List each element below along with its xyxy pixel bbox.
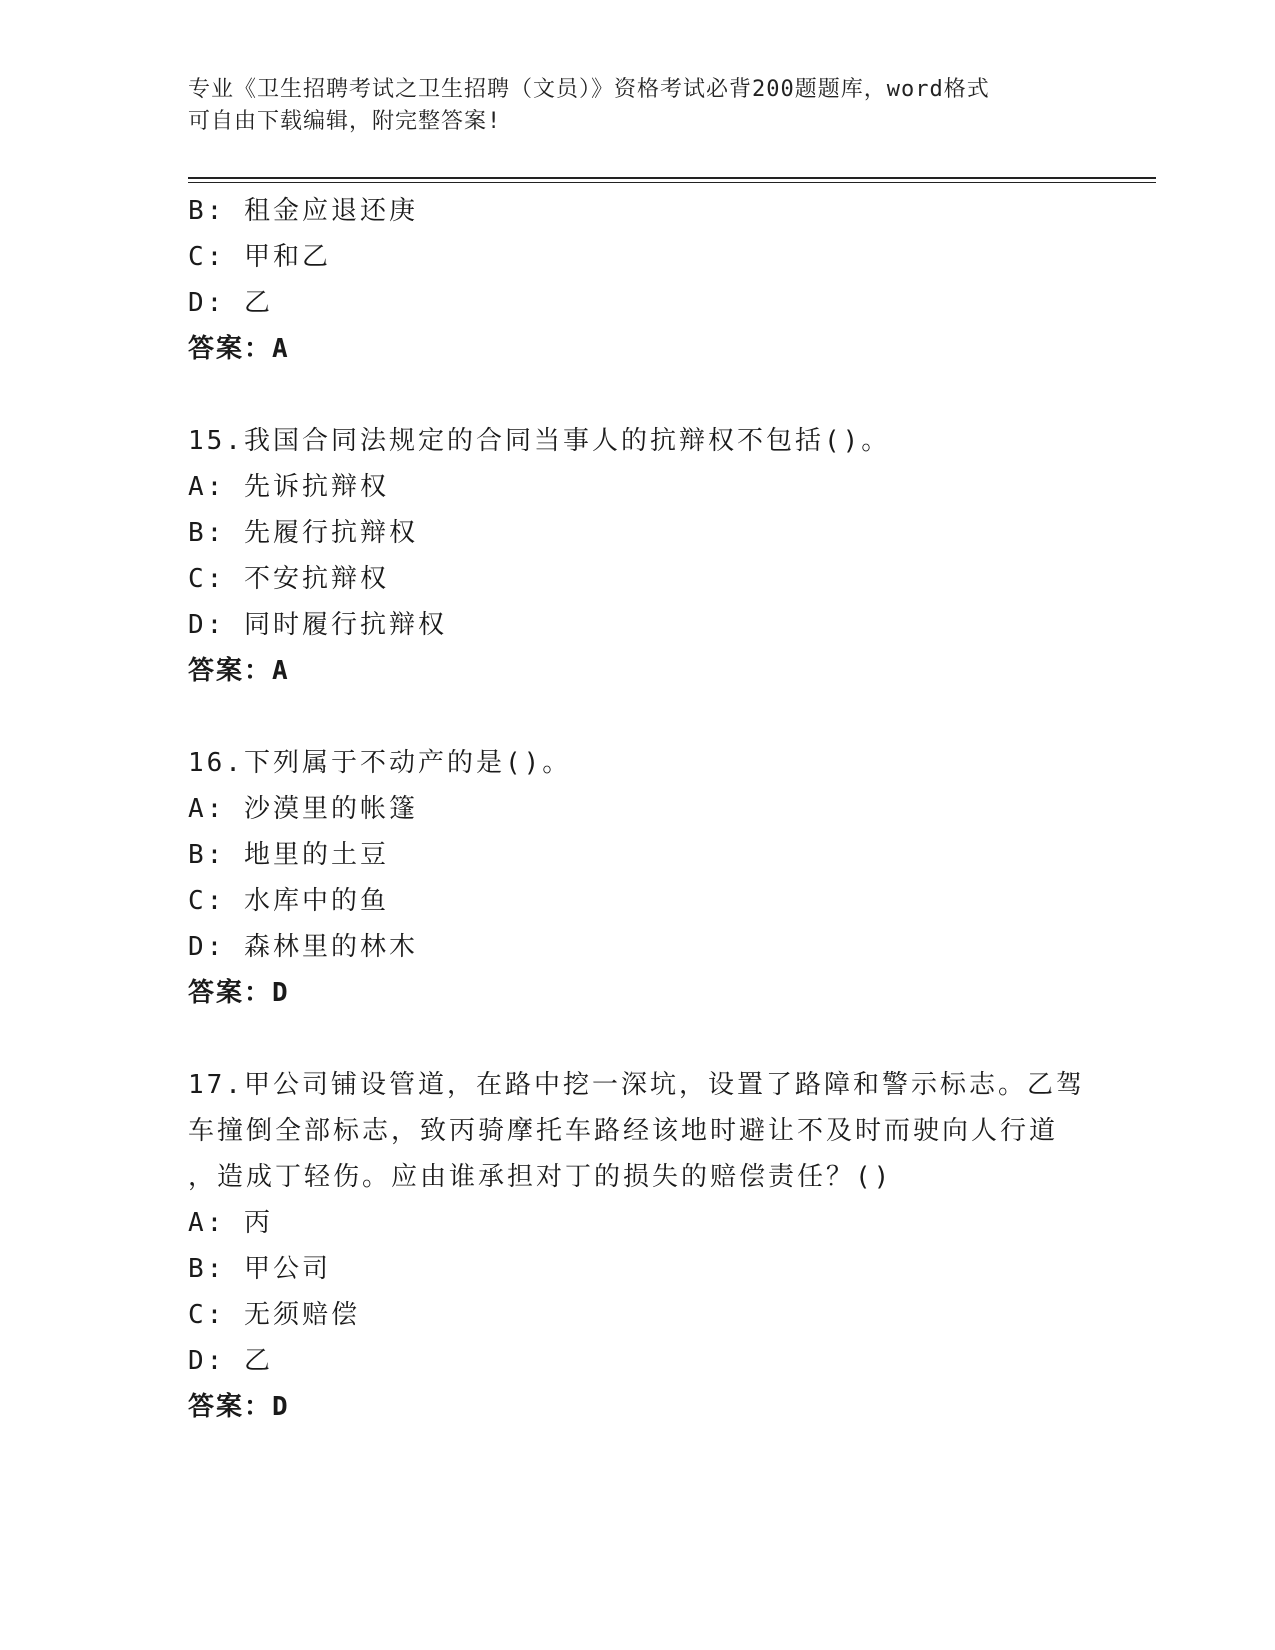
option-label: C: — [188, 242, 226, 272]
option-text: 乙 — [243, 288, 273, 318]
question-16 — [188, 740, 1088, 1016]
option-label: A: — [188, 1208, 226, 1238]
option-c — [188, 878, 1088, 924]
option-label: D: — [188, 932, 226, 962]
answer: 答案：A — [188, 334, 290, 364]
option-label: C: — [188, 886, 226, 916]
option-text: 不安抗辩权 — [243, 564, 389, 594]
option-text: 地里的土豆 — [243, 840, 389, 870]
header-line-1: 专业《卫生招聘考试之卫生招聘（文员）》资格考试必背200题题库，word格式 — [188, 77, 990, 102]
option-text: 乙 — [243, 1346, 273, 1376]
option-label: B: — [188, 196, 226, 226]
document-header — [188, 74, 1088, 138]
question-text: 16.下列属于不动产的是()。 — [188, 748, 572, 778]
question-text-line-2: 车撞倒全部标志，致丙骑摩托车路经该地时避让不及时而驶向人行道 — [188, 1116, 1059, 1146]
option-text: 租金应退还庚 — [243, 196, 418, 226]
option-a — [188, 1200, 1088, 1246]
option-c — [188, 556, 1088, 602]
question-text: 15.我国合同法规定的合同当事人的抗辩权不包括()。 — [188, 426, 891, 456]
option-text: 丙 — [243, 1208, 273, 1238]
option-text: 水库中的鱼 — [243, 886, 389, 916]
option-text: 无须赔偿 — [243, 1300, 360, 1330]
option-label: B: — [188, 1254, 226, 1284]
option-label: B: — [188, 840, 226, 870]
option-label: D: — [188, 610, 226, 640]
option-b — [188, 188, 1088, 234]
header-rule-thin — [188, 182, 1156, 183]
option-b — [188, 832, 1088, 878]
header-rule-thick — [188, 177, 1156, 179]
option-text: 先履行抗辩权 — [243, 518, 418, 548]
option-label: B: — [188, 518, 226, 548]
option-text: 森林里的林木 — [243, 932, 418, 962]
option-c — [188, 1292, 1088, 1338]
option-label: A: — [188, 794, 226, 824]
option-a — [188, 786, 1088, 832]
spacer — [188, 694, 1088, 740]
spacer — [188, 1016, 1088, 1062]
option-text: 甲公司 — [243, 1254, 331, 1284]
question-text-line-1: 17.甲公司铺设管道，在路中挖一深坑，设置了路障和警示标志。乙驾 — [188, 1070, 1085, 1100]
option-text: 同时履行抗辩权 — [243, 610, 447, 640]
option-text: 甲和乙 — [243, 242, 331, 272]
option-b — [188, 1246, 1088, 1292]
option-c — [188, 234, 1088, 280]
option-d — [188, 924, 1088, 970]
answer: 答案：D — [188, 1392, 290, 1422]
option-label: C: — [188, 1300, 226, 1330]
answer: 答案：D — [188, 978, 290, 1008]
question-text-line-3: ，造成丁轻伤。应由谁承担对丁的损失的赔偿责任？() — [188, 1162, 893, 1192]
option-d — [188, 280, 1088, 326]
spacer — [188, 372, 1088, 418]
option-d — [188, 1338, 1088, 1384]
option-label: D: — [188, 1346, 226, 1376]
answer: 答案：A — [188, 656, 290, 686]
option-text: 先诉抗辩权 — [243, 472, 389, 502]
option-b — [188, 510, 1088, 556]
option-text: 沙漠里的帐篷 — [243, 794, 418, 824]
question-14-continued — [188, 188, 1088, 372]
question-17 — [188, 1062, 1088, 1430]
option-label: C: — [188, 564, 226, 594]
question-15 — [188, 418, 1088, 694]
option-d — [188, 602, 1088, 648]
header-line-2: 可自由下载编辑，附完整答案! — [188, 109, 502, 134]
option-label: D: — [188, 288, 226, 318]
question-list — [188, 188, 1088, 1430]
option-label: A: — [188, 472, 226, 502]
option-a — [188, 464, 1088, 510]
